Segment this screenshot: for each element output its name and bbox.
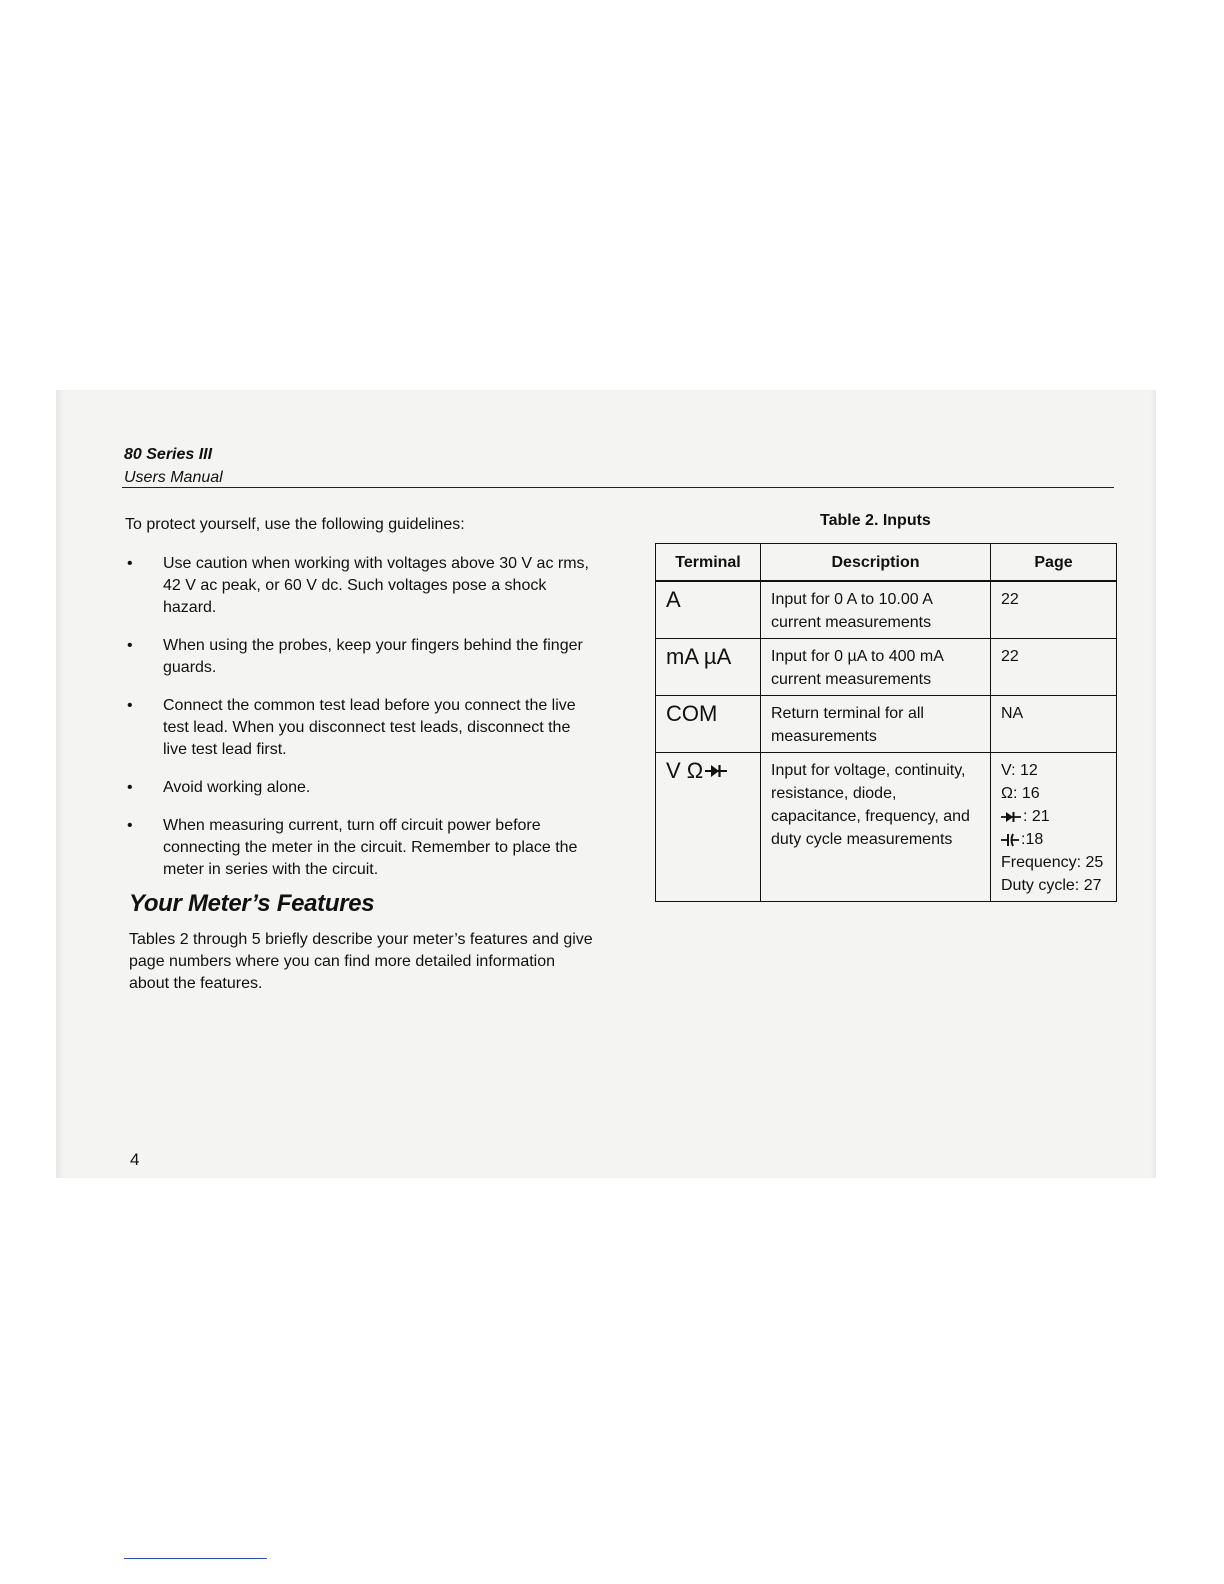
table-row [656,581,1117,639]
description-cell: Return terminal for all measurements [761,696,991,753]
terminal-cell [656,753,761,902]
list-item: • Connect the common test lead before you connect the live test lead. When you disconnect test leads, disconnect the live test lead first. [127,697,576,758]
description-cell: Input for 0 µA to 400 mA current measurements [761,639,991,696]
bullet-icon: • [127,697,133,714]
page-cell: 22 [991,639,1117,696]
header-series: 80 Series III [124,446,213,463]
header-description: Description [761,544,991,582]
page-voltage: V: 12 [1001,762,1038,779]
terminal-cell: A [656,581,761,639]
capacitor-icon [1001,833,1019,847]
page-frequency: Frequency: 25 [1001,854,1104,871]
page-duty: Duty cycle: 27 [1001,877,1102,894]
diode-icon [1001,811,1021,823]
bullet-icon: • [127,555,133,572]
page-cell: NA [991,696,1117,753]
page-diode-line [1001,805,1108,828]
inputs-table [655,543,1117,902]
bullet-icon: • [127,779,133,796]
page-cell: 22 [991,581,1117,639]
terminal-cell: mA µA [656,639,761,696]
list-item: • When measuring current, turn off circuit power before connecting the meter in the circuit. Remember to place the meter in series with the circuit. [127,817,578,878]
bullet-icon: • [127,817,133,834]
page-diode: : 21 [1023,808,1050,825]
page-ohm: Ω: 16 [1001,785,1040,802]
guidelines-list [127,553,597,897]
header-page: Page [991,544,1117,582]
terminal-label: V Ω [666,758,704,783]
list-item: • When using the probes, keep your fingers behind the finger guards. [127,637,583,676]
list-item: • Use caution when working with voltages above 30 V ac rms, 42 V ac peak, or 60 V dc. Such voltages pose a shock hazard. [127,555,589,616]
header-rule [122,487,1114,488]
terminal-cell: COM [656,696,761,753]
bullet-icon: • [127,637,133,654]
header-terminal: Terminal [656,544,761,582]
section-body: Tables 2 through 5 briefly describe your meter’s features and give page numbers where you can find more detailed information about the features. [129,931,593,992]
table-header-row [656,544,1117,582]
page-number: 4 [130,1150,140,1169]
page-capacitance: :18 [1021,831,1044,848]
intro-text: To protect yourself, use the following guidelines: [125,516,465,533]
header-manual: Users Manual [124,469,223,486]
page-capacitance-line [1001,828,1108,851]
table-row [656,753,1117,902]
section-title: Your Meter’s Features [129,890,375,917]
table-row [656,639,1117,696]
table-caption: Table 2. Inputs [820,512,931,529]
page-cell [991,753,1117,902]
diode-icon [705,764,727,778]
description-cell: Input for 0 A to 10.00 A current measurements [761,581,991,639]
table-row [656,696,1117,753]
list-item: • Avoid working alone. [127,777,597,799]
description-cell: Input for voltage, continuity, resistance, diode, capacitance, frequency, and duty cycle measurements [761,753,991,902]
footnote-rule [124,1558,267,1559]
